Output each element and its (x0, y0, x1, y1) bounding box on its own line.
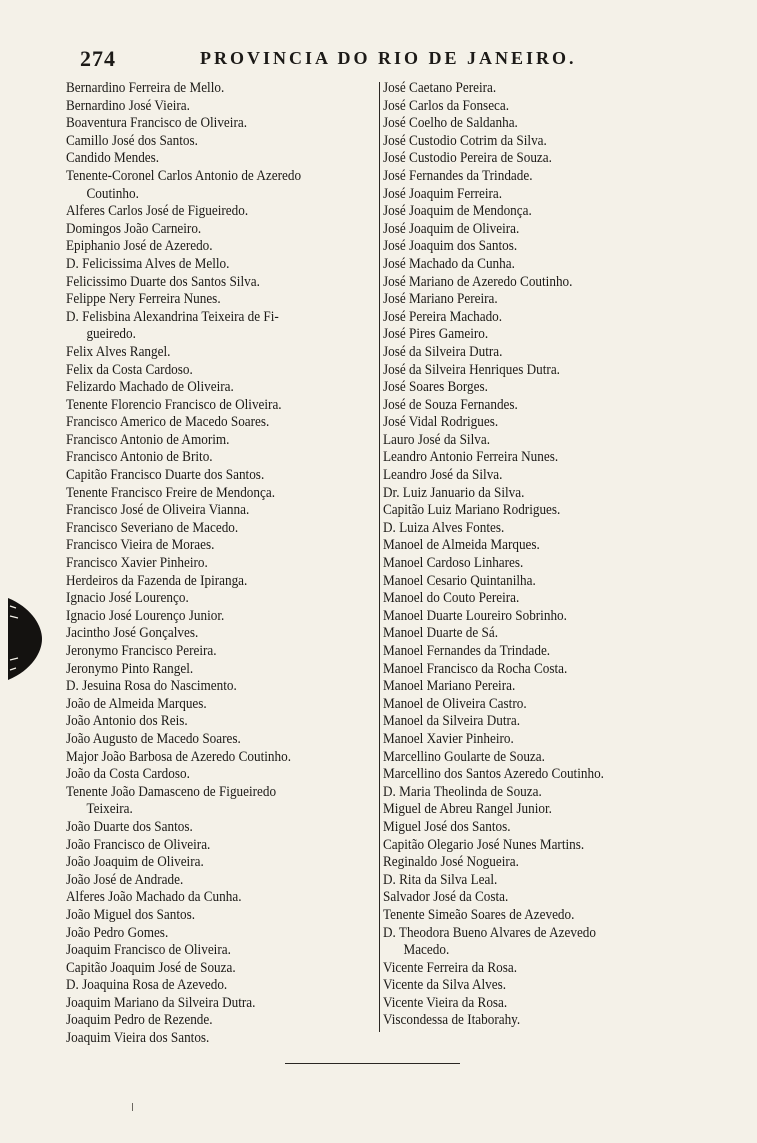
name-entry-text: Manoel Duarte de Sá. (383, 625, 499, 642)
name-entry (66, 467, 387, 485)
name-entry (66, 502, 387, 520)
name-entry-text: João Miguel dos Santos. (66, 906, 196, 923)
name-entry (383, 485, 718, 503)
name-entry-text: Bernardino Ferreira de Mello. (66, 80, 225, 96)
name-entry-text: Dr. Luiz Januario da Silva. (383, 484, 525, 501)
name-entry-text: Leandro Antonio Ferreira Nunes. (383, 449, 559, 466)
name-entry (383, 625, 718, 643)
name-entry-text: João Antonio dos Reis. (66, 713, 188, 730)
name-entry (383, 872, 718, 890)
name-entry-text: Marcellino Goularte de Souza. (383, 748, 545, 765)
name-entry-text: José Vidal Rodrigues. (383, 414, 499, 431)
name-entry (66, 766, 387, 784)
name-entry-text: Lauro José da Silva. (383, 431, 491, 448)
name-entry-text: Jacintho José Gonçalves. (66, 625, 199, 642)
name-entry (383, 907, 718, 925)
name-entry (383, 784, 718, 802)
name-entry (383, 520, 718, 538)
name-entry (383, 203, 718, 221)
name-entry-text: Miguel José dos Santos. (383, 818, 511, 835)
name-entry (383, 643, 718, 661)
name-entry (383, 801, 718, 819)
name-entry-text: Joaquim Vieira dos Santos. (66, 1030, 210, 1047)
name-entry (66, 889, 387, 907)
name-entry-text: João da Costa Cardoso. (66, 766, 190, 783)
name-entry-text: João Augusto de Macedo Soares. (66, 730, 241, 747)
name-entry-text: João de Almeida Marques. (66, 695, 207, 712)
name-entry-text: Francisco Vieira de Moraes. (66, 537, 215, 554)
name-entry (383, 274, 718, 292)
name-entry-text: Candido Mendes. (66, 150, 160, 167)
name-entry-text: Manoel Mariano Pereira. (383, 678, 516, 695)
name-entry (383, 1012, 718, 1030)
name-entry-text: José Mariano Pereira. (383, 291, 498, 308)
name-entry (383, 467, 718, 485)
name-entry-text: Capitão Olegario José Nunes Martins. (383, 836, 585, 853)
name-entry (66, 643, 387, 661)
name-entry (383, 925, 718, 960)
name-entry (383, 854, 718, 872)
name-entry-text: José da Silveira Dutra. (383, 343, 503, 360)
name-entry-text: Capitão Francisco Duarte dos Santos. (66, 467, 265, 484)
name-entry-text: Vicente Ferreira da Rosa. (383, 959, 518, 976)
name-entry-text: Salvador José da Costa. (383, 889, 509, 906)
name-entry-text: D. Felicissima Alves de Mello. (66, 255, 230, 272)
name-entry-text: Francisco Antonio de Brito. (66, 449, 213, 466)
name-entry-text: José Joaquim de Oliveira. (383, 220, 520, 237)
name-entry (383, 362, 718, 380)
name-entry (66, 168, 387, 203)
name-entry (66, 362, 387, 380)
name-entry-text: Boaventura Francisco de Oliveira. (66, 115, 248, 132)
right-name-column (383, 80, 718, 1030)
name-entry (383, 115, 718, 133)
name-entry (383, 186, 718, 204)
name-entry-text: Miguel de Abreu Rangel Junior. (383, 801, 552, 818)
name-entry (383, 168, 718, 186)
page-header (80, 46, 700, 74)
name-entry-text: D. Theodora Bueno Alvares de Azevedo (383, 924, 597, 941)
name-entry-text: D. Jesuina Rosa do Nascimento. (66, 678, 237, 695)
name-entry-text: Jeronymo Pinto Rangel. (66, 660, 194, 677)
name-entry (383, 678, 718, 696)
running-title: PROVINCIA DO RIO DE JANEIRO. (200, 48, 577, 68)
name-entry-text: João Pedro Gomes. (66, 924, 169, 941)
name-entry (383, 133, 718, 151)
name-entry (66, 1012, 387, 1030)
name-entry-text: Joaquim Francisco de Oliveira. (66, 942, 231, 959)
name-entry (66, 449, 387, 467)
name-entry (383, 837, 718, 855)
name-entry (66, 608, 387, 626)
name-entry (66, 238, 387, 256)
name-entry-text: Felicissimo Duarte dos Santos Silva. (66, 273, 260, 290)
name-entry-text: José Pereira Machado. (383, 308, 503, 325)
name-entry-text: Epiphanio José de Azeredo. (66, 238, 213, 255)
name-entry (383, 150, 718, 168)
name-entry (66, 713, 387, 731)
name-entry-text: Ignacio José Lourenço. (66, 590, 189, 607)
name-entry-text: Francisco Xavier Pinheiro. (66, 555, 208, 572)
name-entry (383, 537, 718, 555)
name-entry (383, 256, 718, 274)
name-entry (66, 749, 387, 767)
name-entry-text: José Joaquim de Mendonça. (383, 203, 532, 220)
name-entry-text: José Joaquim dos Santos. (383, 238, 518, 255)
print-mark (132, 1103, 133, 1111)
name-entry (66, 907, 387, 925)
name-entry-text: João José de Andrade. (66, 871, 184, 888)
name-entry (66, 150, 387, 168)
column-divider (379, 82, 380, 1032)
name-entry (66, 1030, 387, 1048)
name-entry-text: Tenente Florencio Francisco de Oliveira. (66, 396, 282, 413)
name-entry (66, 731, 387, 749)
name-entry (383, 889, 718, 907)
name-entry-text: José Custodio Pereira de Souza. (383, 150, 552, 167)
name-entry (66, 537, 387, 555)
name-entry (383, 432, 718, 450)
name-entry-text: Camillo José dos Santos. (66, 132, 198, 149)
name-entry-text: Manoel Cesario Quintanilha. (383, 572, 536, 589)
name-entry-text: Major João Barbosa de Azeredo Coutinho. (66, 748, 291, 765)
name-entry-text: João Joaquim de Oliveira. (66, 854, 204, 871)
name-entry (383, 98, 718, 116)
name-entry-text: D. Maria Theolinda de Souza. (383, 783, 542, 800)
name-entry (66, 837, 387, 855)
name-entry-text: José Soares Borges. (383, 379, 488, 396)
name-entry (383, 80, 718, 98)
name-entry (383, 731, 718, 749)
name-entry (383, 573, 718, 591)
name-entry-text: Tenente João Damasceno de Figueiredo (66, 783, 277, 800)
name-entry-text: Alferes Carlos José de Figueiredo. (66, 203, 249, 220)
name-entry-continuation: Teixeira. (86, 801, 133, 818)
end-rule (285, 1063, 460, 1064)
name-entry (66, 925, 387, 943)
name-entry-text: D. Felisbina Alexandrina Teixeira de Fi- (66, 308, 279, 325)
name-entry-text: Francisco Severiano de Macedo. (66, 519, 239, 536)
name-entry-text: Manoel da Silveira Dutra. (383, 713, 521, 730)
name-entry (383, 713, 718, 731)
name-entry (383, 766, 718, 784)
name-entry-text: José da Silveira Henriques Dutra. (383, 361, 560, 378)
name-entry (66, 573, 387, 591)
name-entry (66, 432, 387, 450)
name-entry (66, 960, 387, 978)
name-entry (66, 520, 387, 538)
name-entry (66, 485, 387, 503)
name-entry (383, 344, 718, 362)
name-entry-text: Manoel de Almeida Marques. (383, 537, 540, 554)
name-entry (66, 555, 387, 573)
name-entry-text: Joaquim Mariano da Silveira Dutra. (66, 994, 256, 1011)
name-entry (66, 397, 387, 415)
name-entry-text: Francisco Antonio de Amorim. (66, 431, 230, 448)
name-entry-text: Bernardino José Vieira. (66, 97, 190, 114)
name-entry-text: Tenente-Coronel Carlos Antonio de Azeredo (66, 167, 302, 184)
name-entry (383, 238, 718, 256)
name-entry-text: D. Rita da Silva Leal. (383, 871, 498, 888)
name-entry-text: Marcellino dos Santos Azeredo Coutinho. (383, 766, 604, 783)
name-entry-text: Leandro José da Silva. (383, 467, 503, 484)
name-entry (66, 872, 387, 890)
name-entry-text: José Fernandes da Trindade. (383, 167, 533, 184)
name-entry-continuation: gueiredo. (86, 326, 136, 343)
name-entry-text: José Mariano de Azeredo Coutinho. (383, 273, 573, 290)
name-entry (66, 414, 387, 432)
name-entry-text: Capitão Luiz Mariano Rodrigues. (383, 502, 561, 519)
name-entry-text: Felix Alves Rangel. (66, 343, 171, 360)
name-entry-continuation: Coutinho. (86, 185, 139, 202)
name-entry (66, 115, 387, 133)
name-entry (383, 397, 718, 415)
name-entry-text: Manoel do Couto Pereira. (383, 590, 520, 607)
name-entry-text: Domingos João Carneiro. (66, 220, 202, 237)
name-entry (383, 696, 718, 714)
name-entry (66, 854, 387, 872)
name-entry (383, 414, 718, 432)
name-entry (383, 502, 718, 520)
name-entry-text: D. Joaquina Rosa de Azevedo. (66, 977, 228, 994)
name-entry-text: Tenente Francisco Freire de Mendonça. (66, 484, 276, 501)
name-entry-text: Manoel Xavier Pinheiro. (383, 730, 514, 747)
name-entry-continuation: Macedo. (403, 942, 450, 959)
name-entry (66, 661, 387, 679)
name-entry-text: José Carlos da Fonseca. (383, 97, 510, 114)
name-entry-text: Alferes João Machado da Cunha. (66, 889, 242, 906)
page-number: 274 (80, 46, 116, 71)
name-entry-text: Capitão Joaquim José de Souza. (66, 959, 236, 976)
name-entry (66, 625, 387, 643)
name-entry (66, 203, 387, 221)
name-entry (383, 379, 718, 397)
name-entry-text: João Duarte dos Santos. (66, 818, 193, 835)
name-entry (383, 960, 718, 978)
name-entry (66, 995, 387, 1013)
name-entry-text: Manoel Duarte Loureiro Sobrinho. (383, 607, 567, 624)
name-entry-text: Reginaldo José Nogueira. (383, 854, 519, 871)
name-entry (66, 221, 387, 239)
name-entry (66, 344, 387, 362)
name-entry (383, 291, 718, 309)
name-entry-text: João Francisco de Oliveira. (66, 836, 211, 853)
name-entry (66, 133, 387, 151)
name-entry (66, 696, 387, 714)
name-entry (383, 590, 718, 608)
name-entry (66, 942, 387, 960)
name-entry-text: Joaquim Pedro de Rezende. (66, 1012, 213, 1029)
name-entry (66, 977, 387, 995)
name-entry-text: Francisco José de Oliveira Vianna. (66, 502, 250, 519)
name-entry-text: Manoel Francisco da Rocha Costa. (383, 660, 568, 677)
name-entry-text: Herdeiros da Fazenda de Ipiranga. (66, 572, 248, 589)
name-entry-text: Manoel Cardoso Linhares. (383, 555, 524, 572)
name-entry (383, 555, 718, 573)
name-entry-text: Ignacio José Lourenço Junior. (66, 607, 225, 624)
name-entry-text: José Custodio Cotrim da Silva. (383, 132, 547, 149)
name-entry-text: José de Souza Fernandes. (383, 396, 518, 413)
name-entry (66, 98, 387, 116)
name-entry (66, 256, 387, 274)
name-entry (383, 977, 718, 995)
name-entry-text: José Pires Gameiro. (383, 326, 489, 343)
name-entry (66, 678, 387, 696)
name-entry (66, 379, 387, 397)
name-entry (66, 590, 387, 608)
name-entry (383, 221, 718, 239)
name-entry-text: Francisco Americo de Macedo Soares. (66, 414, 270, 431)
name-entry (66, 80, 387, 98)
left-name-column (66, 80, 387, 1048)
name-entry-text: Vicente da Silva Alves. (383, 977, 507, 994)
name-entry-text: José Coelho de Saldanha. (383, 115, 518, 132)
binding-hole-icon (6, 596, 44, 682)
name-entry-text: Manoel de Oliveira Castro. (383, 695, 527, 712)
name-entry (383, 309, 718, 327)
name-entry (383, 326, 718, 344)
name-entry-text: José Caetano Pereira. (383, 80, 497, 96)
name-entry (383, 819, 718, 837)
name-entry (66, 274, 387, 292)
name-entry-text: Felippe Nery Ferreira Nunes. (66, 291, 221, 308)
name-entry (66, 291, 387, 309)
name-entry-text: Felizardo Machado de Oliveira. (66, 379, 234, 396)
name-entry (383, 995, 718, 1013)
name-entry-text: José Joaquim Ferreira. (383, 185, 503, 202)
name-entry-text: D. Luiza Alves Fontes. (383, 519, 505, 536)
name-entry-text: Manoel Fernandes da Trindade. (383, 643, 551, 659)
name-entry (383, 449, 718, 467)
name-entry-text: José Machado da Cunha. (383, 255, 515, 272)
name-entry (383, 749, 718, 767)
name-entry (66, 784, 387, 819)
name-entry (383, 608, 718, 626)
name-entry-text: Viscondessa de Itaborahy. (383, 1012, 521, 1029)
name-entry (66, 819, 387, 837)
name-entry-text: Vicente Vieira da Rosa. (383, 994, 508, 1011)
name-entry-text: Jeronymo Francisco Pereira. (66, 643, 217, 659)
name-entry (66, 309, 387, 344)
name-entry-text: Felix da Costa Cardoso. (66, 361, 193, 378)
name-entry (383, 661, 718, 679)
name-entry-text: Tenente Simeão Soares de Azevedo. (383, 906, 575, 923)
